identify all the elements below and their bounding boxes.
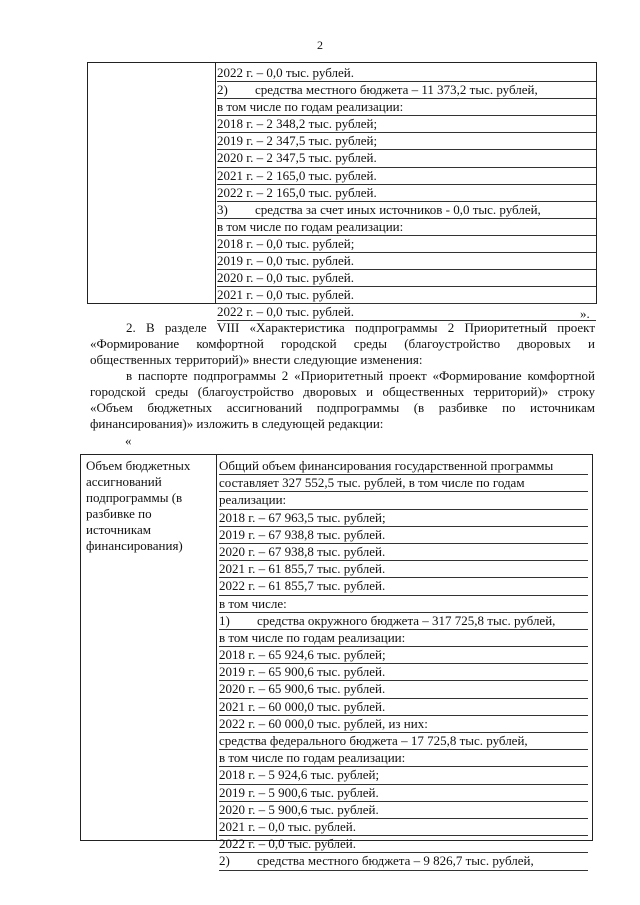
row-header-cell: Объем бюджетных ассигнований подпрограммы (в разбивке по источникам финансирования) (86, 458, 191, 553)
funding-line-text: 2022 г. – 2 165,0 тыс. рублей. (217, 184, 377, 200)
paragraph-passport: в паспорте подпрограммы 2 «Приоритетный проект «Формирование комфортной городской среды (благоустройство дворовых и общественных территорий)» строку «Объем бюджетных ассигнований подпрограммы (в разбивке по источникам финансирования)» изложить в следующей редакции: (90, 368, 595, 431)
funding-line-text: 2019 г. – 5 900,6 тыс. рублей. (219, 784, 379, 800)
funding-line-text: составляет 327 552,5 тыс. рублей, в том числе по годам (219, 475, 525, 491)
funding-line-text: средства местного бюджета – 11 373,2 тыс. рублей, (255, 82, 538, 98)
list-number: 3) (217, 201, 228, 217)
funding-line (217, 287, 596, 304)
funding-line (219, 750, 588, 767)
funding-line-text: 2019 г. – 65 900,6 тыс. рублей. (219, 664, 386, 680)
funding-line (217, 219, 596, 236)
funding-line-text: средства федерального бюджета – 17 725,8 тыс. рублей, (219, 733, 528, 748)
funding-line (217, 168, 596, 185)
funding-line-text: 2022 г. – 0,0 тыс. рублей. (217, 65, 354, 80)
list-number: 2) (217, 82, 228, 98)
funding-line-text: средства окружного бюджета – 317 725,8 тыс. рублей, (257, 612, 556, 628)
funding-line-text: 2018 г. – 2 348,2 тыс. рублей; (217, 116, 378, 132)
funding-line-text: 2021 г. – 2 165,0 тыс. рублей. (217, 167, 377, 183)
funding-line (219, 785, 588, 802)
funding-lines (219, 458, 588, 871)
funding-line-text: 2019 г. – 67 938,8 тыс. рублей. (219, 526, 386, 542)
funding-line (219, 544, 588, 561)
funding-line-text: 2020 г. – 65 900,6 тыс. рублей. (219, 681, 386, 697)
funding-line-text: 2018 г. – 67 963,5 тыс. рублей; (219, 509, 386, 525)
funding-line-text: 2022 г. – 61 855,7 тыс. рублей. (219, 578, 386, 594)
funding-line (217, 133, 596, 150)
funding-line-text: 2020 г. – 5 900,6 тыс. рублей. (219, 801, 379, 817)
funding-line-text: 2022 г. – 0,0 тыс. рублей. (219, 836, 356, 852)
funding-line-text: в том числе по годам реализации: (219, 629, 406, 645)
funding-line (219, 681, 588, 698)
funding-line (219, 527, 588, 544)
funding-line-text: 2018 г. – 5 924,6 тыс. рублей; (219, 767, 380, 783)
funding-line-text: 2021 г. – 0,0 тыс. рублей. (219, 818, 356, 834)
funding-line-text: в том числе по годам реализации: (217, 218, 404, 234)
funding-line (219, 733, 588, 750)
funding-line (219, 613, 588, 630)
funding-line (219, 578, 588, 595)
funding-line-text: 2021 г. – 0,0 тыс. рублей. (217, 287, 354, 303)
funding-line (217, 99, 596, 116)
funding-line (217, 236, 596, 253)
funding-line (219, 596, 588, 613)
funding-line (217, 202, 596, 219)
funding-line-text: 2019 г. – 0,0 тыс. рублей. (217, 253, 354, 269)
list-number: 2) (219, 853, 230, 869)
funding-line-text: 2021 г. – 60 000,0 тыс. рублей. (219, 698, 386, 714)
paragraph-section-viii: 2. В разделе VIII «Характеристика подпрограммы 2 Приоритетный проект «Формирование комфортной городской среды (благоустройство дворовых и общественных территорий)» внести следующие изменения: (90, 320, 595, 367)
funding-line (217, 65, 596, 82)
funding-line-text: в том числе: (219, 595, 287, 611)
funding-line-text: 2018 г. – 65 924,6 тыс. рублей; (219, 647, 386, 663)
funding-line (219, 716, 588, 733)
funding-line (217, 253, 596, 270)
funding-line-text: 2019 г. – 2 347,5 тыс. рублей; (217, 133, 378, 149)
opening-quote: « (125, 433, 132, 448)
funding-line (217, 270, 596, 287)
funding-line-text: 2020 г. – 0,0 тыс. рублей. (217, 270, 354, 286)
funding-line (219, 475, 588, 492)
funding-line (219, 802, 588, 819)
funding-line (219, 647, 588, 664)
funding-line-text: в том числе по годам реализации: (219, 750, 406, 766)
closing-quote: ». (580, 306, 590, 321)
budget-table-continuation (87, 62, 597, 320)
funding-line-text: 2020 г. – 2 347,5 тыс. рублей. (217, 150, 377, 166)
list-number: 1) (219, 612, 230, 628)
funding-line (219, 819, 588, 836)
funding-line-text: реализации: (219, 492, 287, 508)
funding-line (219, 630, 588, 647)
funding-line-text: в том числе по годам реализации: (217, 99, 404, 115)
funding-lines (217, 65, 596, 321)
amendment-text (90, 320, 595, 432)
funding-line (217, 116, 596, 133)
funding-line-text: 2021 г. – 61 855,7 тыс. рублей. (219, 561, 386, 577)
funding-line (219, 853, 588, 870)
funding-line-text: Общий объем финансирования государственной программы (219, 458, 554, 473)
funding-line (219, 699, 588, 716)
funding-line (219, 664, 588, 681)
funding-line-text: 2018 г. – 0,0 тыс. рублей; (217, 235, 355, 251)
funding-line-text: 2022 г. – 60 000,0 тыс. рублей, из них: (219, 715, 428, 731)
funding-line (219, 492, 588, 509)
funding-line-text: 2022 г. – 0,0 тыс. рублей. (217, 304, 354, 320)
funding-line (219, 836, 588, 853)
column-divider (215, 63, 216, 303)
page-number: 2 (317, 38, 323, 52)
funding-line-text: средства местного бюджета – 9 826,7 тыс. рублей, (257, 853, 534, 869)
funding-line (219, 458, 588, 475)
funding-line-text: средства за счет иных источников - 0,0 тыс. рублей, (255, 201, 541, 217)
column-divider (216, 455, 217, 840)
funding-line (219, 510, 588, 527)
funding-line (219, 767, 588, 784)
budget-allocation-table (80, 454, 593, 869)
funding-line (219, 561, 588, 578)
funding-line-text: 2020 г. – 67 938,8 тыс. рублей. (219, 543, 386, 559)
funding-line (217, 82, 596, 99)
funding-line (217, 150, 596, 167)
funding-line (217, 304, 596, 321)
funding-line (217, 185, 596, 202)
